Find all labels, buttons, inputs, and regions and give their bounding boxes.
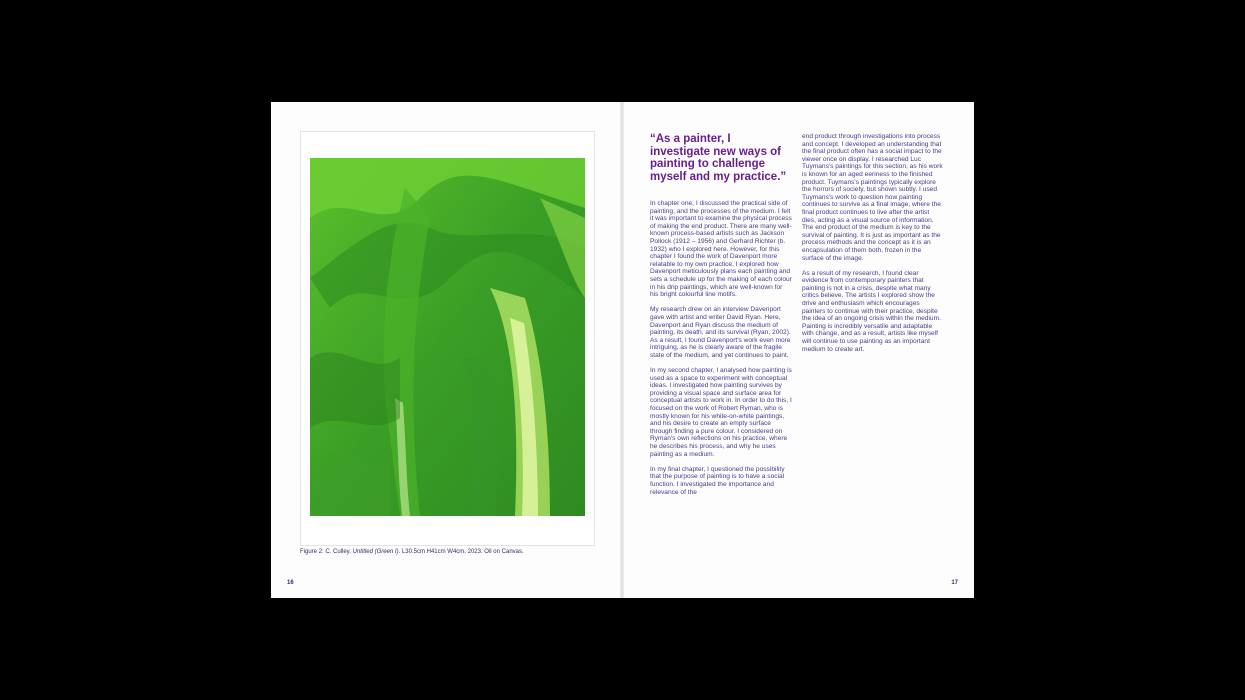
paragraph: My research drew on an interview Davenport gave with artist and writer David Ryan. Here, Davenport and Ryan discuss the medium of painting, its death, and its survival (Ryan, 2002). As a result, I found Davenport's work even more intriguing, as he is clearly aware of the fragile state of the medium, and yet continues to paint. xyxy=(650,306,791,359)
paragraph: In my final chapter, I questioned the possibility that the purpose of painting is to have a social function. I investigated the importance and relevance of the xyxy=(650,465,785,496)
paragraph: In chapter one, I discussed the practical side of painting, and the processes of the medium. I felt it was important to examine the physical process of making the end product. There are many well-known process-based artists such as Jackson Pollock (1912 – 1956) and Gerhard Richter (b. 1932) who I explored here. However, for this chapter I found the work of Davenport more relatable to my own practice. I explored how Davenport meticulously plans each painting and sets a schedule up for the making of each colour in his drip paintings, which are well-known for his bright colourful line motifs. xyxy=(650,200,792,299)
text-column-2 xyxy=(802,133,944,361)
painting-image xyxy=(310,158,585,516)
page-number-right: 17 xyxy=(951,580,958,586)
right-page xyxy=(622,102,974,598)
paragraph: As a result of my research, I found clear evidence from contemporary painters that painting is not in a crisis, despite what many critics believe. The artists I explored show the drive and enthusiasm which encourages painters to continue with their practice, despite the idea of an ongoing crisis within the medium. Painting is incredibly versatile and adaptable with change, and as a result, artists like myself will continue to use painting as an important medium to create art. xyxy=(802,269,941,353)
caption-title: Untitled (Green I) xyxy=(352,549,399,555)
caption-suffix: . L30.5cm H41cm W4cm, 2023. Oil on Canvas. xyxy=(398,549,524,555)
book-spread xyxy=(271,102,974,598)
page-number-left: 16 xyxy=(287,580,294,586)
green-painting xyxy=(310,158,585,516)
paragraph: end product through investigations into process and concept. I developed an understanding that the final product often has a social impact to the viewer once on display. I researched Luc Tuymans's paintings for this section, as his work is known for an aged eeriness to the finished product. Tuymans's paintings typically explore the horrors of society, but shown subtly. I used Tuymans's work to question how painting continues to survive as a final image, where the final product continues to live after the artist dies, acting as a visual source of information. The end product of the medium is key to the survival of painting. It is just as important as the process methods and the concept as it is an encapsulation of them both, frozen in the surface of the image. xyxy=(802,133,943,262)
left-page xyxy=(271,102,622,598)
pull-quote: “As a painter, I investigate new ways of painting to challenge myself and my practice.” xyxy=(650,133,787,183)
text-column-1 xyxy=(650,200,792,504)
paragraph: In my second chapter, I analysed how painting is used as a space to experiment with conceptual ideas. I investigated how painting survives by providing a visual space and surface area for conceptual artists to work in. In order to do this, I focused on the work of Robert Ryman, who is mostly known for his white-on-white paintings, and his desire to create an empty surface through finding a pure colour. I considered on Ryman's own reflections on his practice, where he describes his process, and why he uses painting as a medium. xyxy=(650,367,792,458)
caption-prefix: Figure 2: C. Culley, xyxy=(300,549,353,555)
figure-caption xyxy=(300,549,600,555)
